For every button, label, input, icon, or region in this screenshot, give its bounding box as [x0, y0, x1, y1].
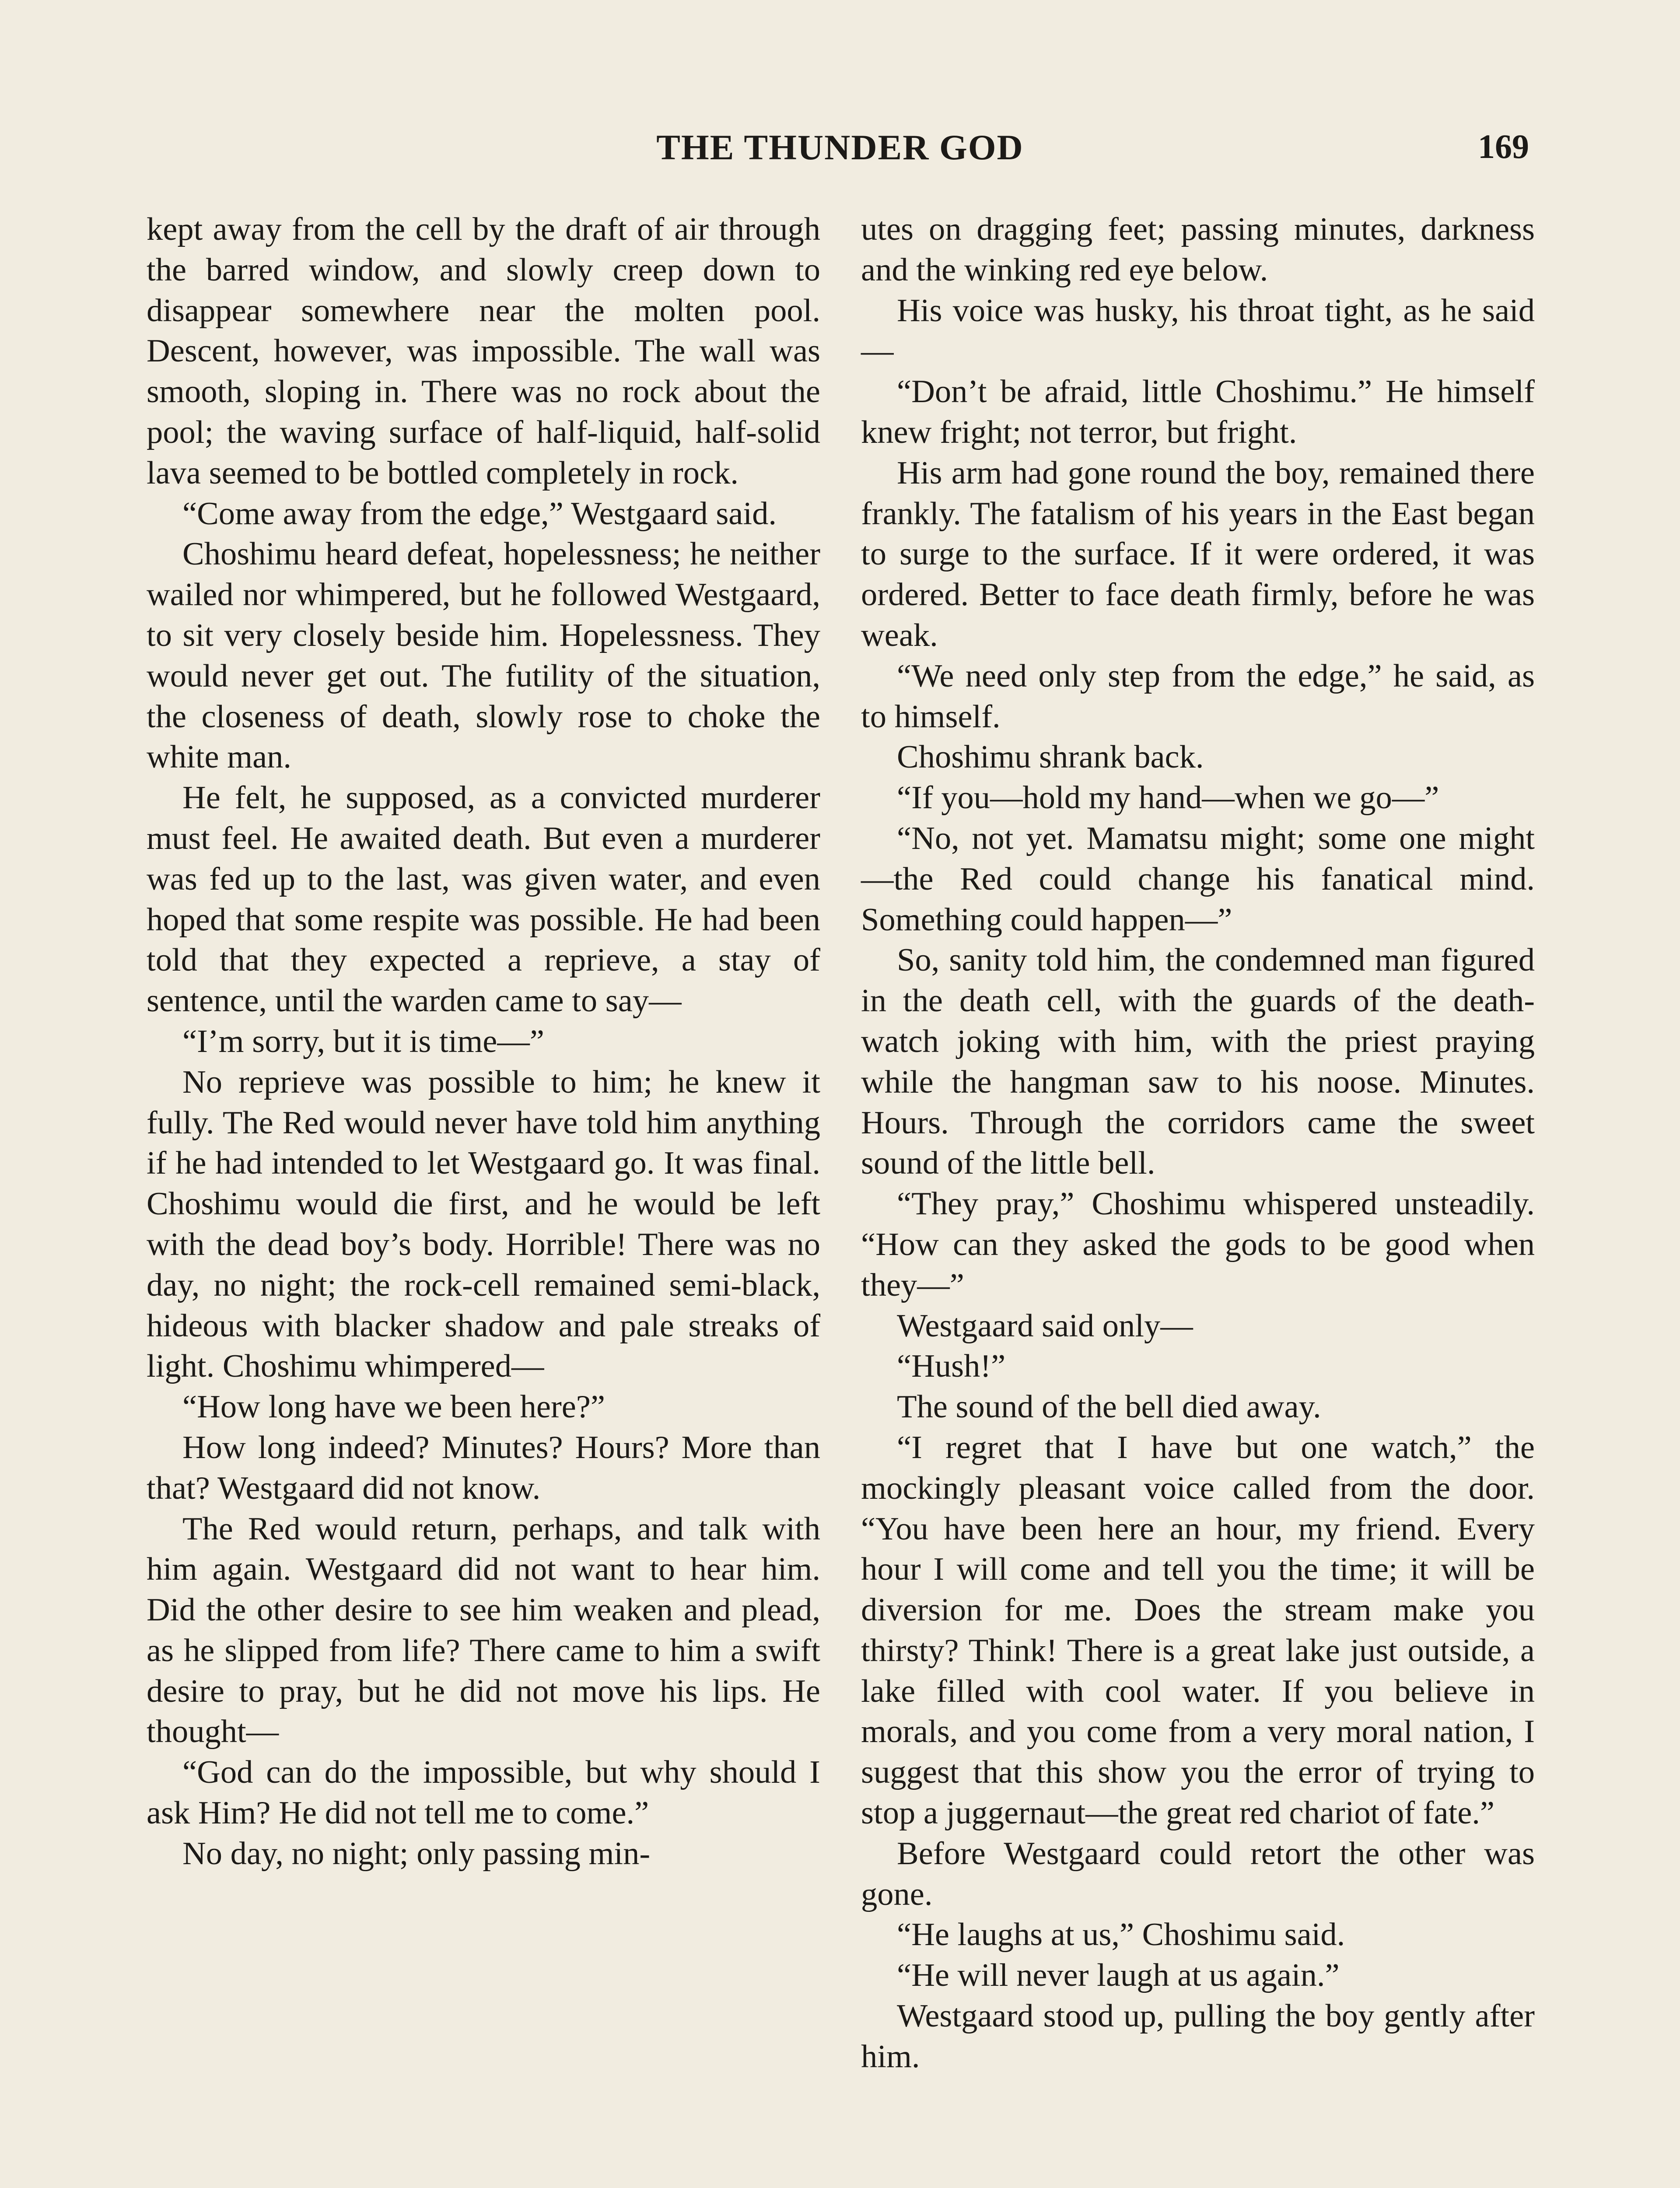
- paragraph: His voice was husky, his throat tight, as he said—: [861, 292, 1535, 369]
- paragraph: “How long have we been here?”: [182, 1389, 605, 1425]
- paragraph: “Come away from the edge,” Westgaard said.: [182, 495, 777, 532]
- paragraph: Choshimu heard defeat, hopelessness; he neither wailed nor whimpered, but he followed Westgaard, to sit very closely beside him. Hopelessness. They would never get out. The futility of the situation, the closeness of death, slowly rose to choke the white man.: [147, 536, 820, 775]
- paragraph: No reprieve was possible to him; he knew it fully. The Red would never have told him anything if he had intended to let Westgaard go. It was final. Choshimu would die first, and he would be left with the dead boy’s body. Horrible! There was no day, no night; the rock-cell remained semi-black, hideous with blacker shadow and pale streaks of light. Choshimu whimpered—: [147, 1064, 820, 1385]
- paragraph: “He will never laugh at us again.”: [897, 1957, 1340, 1994]
- paragraph: So, sanity told him, the condemned man figured in the death cell, with the guards of the death-watch joking with him, with the priest praying while the hangman saw to his noose. Minutes. Hours. Through the corridors came the sweet sound of the little bell.: [861, 942, 1535, 1182]
- paragraph: “I’m sorry, but it is time—”: [182, 1023, 544, 1059]
- page-header: [0, 127, 1680, 175]
- paragraph: The sound of the bell died away.: [897, 1389, 1321, 1425]
- paragraph: “No, not yet. Mamatsu might; some one might—the Red could change his fanatical mind. Something could happen—”: [861, 820, 1535, 938]
- paragraph: “They pray,” Choshimu whispered unsteadily. “How can they asked the gods to be good when they—”: [861, 1186, 1535, 1303]
- paragraph: “Hush!”: [897, 1348, 1006, 1385]
- page-number: 169: [1478, 127, 1529, 165]
- paragraph: “I regret that I have but one watch,” the mockingly pleasant voice called from the door. “You have been here an hour, my friend. Every hour I will come and tell you the time; it will be diversion for me. Does the stream make you thirsty? Think! There is a great lake just outside, a lake filled with cool water. If you believe in morals, and you come from a very moral nation, I suggest that this show you the error of trying to stop a juggernaut—the great red chariot of fate.”: [861, 1429, 1535, 1831]
- right-text-column: [861, 209, 1535, 2077]
- paragraph: “He laughs at us,” Choshimu said.: [897, 1917, 1345, 1953]
- paragraph: No day, no night; only passing min-: [182, 1835, 651, 1872]
- left-text-column: [147, 209, 820, 1874]
- paragraph: Before Westgaard could retort the other was gone.: [861, 1835, 1535, 1912]
- paragraph: “We need only step from the edge,” he said, as to himself.: [861, 658, 1535, 735]
- paragraph: “Don’t be afraid, little Choshimu.” He himself knew fright; not terror, but fright.: [861, 374, 1535, 450]
- paragraph: “God can do the impossible, but why should I ask Him? He did not tell me to come.”: [147, 1754, 820, 1831]
- paragraph: How long indeed? Minutes? Hours? More than that? Westgaard did not know.: [147, 1429, 820, 1506]
- paragraph: Choshimu shrank back.: [897, 739, 1204, 775]
- paragraph: Westgaard said only—: [897, 1308, 1193, 1344]
- running-title: THE THUNDER GOD: [656, 127, 1024, 167]
- paragraph: “If you—hold my hand—when we go—”: [897, 780, 1439, 816]
- paragraph: He felt, he supposed, as a convicted murderer must feel. He awaited death. But even a murderer was fed up to the last, was given water, and even hoped that some respite was possible. He had been told that they expected a reprieve, a stay of sentence, until the warden came to say—: [147, 780, 820, 1019]
- paragraph: The Red would return, perhaps, and talk with him again. Westgaard did not want to hear him. Did the other desire to see him weaken and plead, as he slipped from life? There came to him a swift desire to pray, but he did not move his lips. He thought—: [147, 1511, 820, 1750]
- paragraph: Westgaard stood up, pulling the boy gently after him.: [861, 1998, 1535, 2075]
- paragraph: utes on dragging feet; passing minutes, darkness and the winking red eye below.: [861, 211, 1535, 288]
- paragraph: kept away from the cell by the draft of air through the barred window, and slowly creep down to disappear somewhere near the molten pool. Descent, however, was impossible. The wall was smooth, sloping in. There was no rock about the pool; the waving surface of half-liquid, half-solid lava seemed to be bottled completely in rock.: [147, 211, 820, 491]
- paragraph: His arm had gone round the boy, remained there frankly. The fatalism of his years in the East began to surge to the surface. If it were ordered, it was ordered. Better to face death firmly, before he was weak.: [861, 455, 1535, 653]
